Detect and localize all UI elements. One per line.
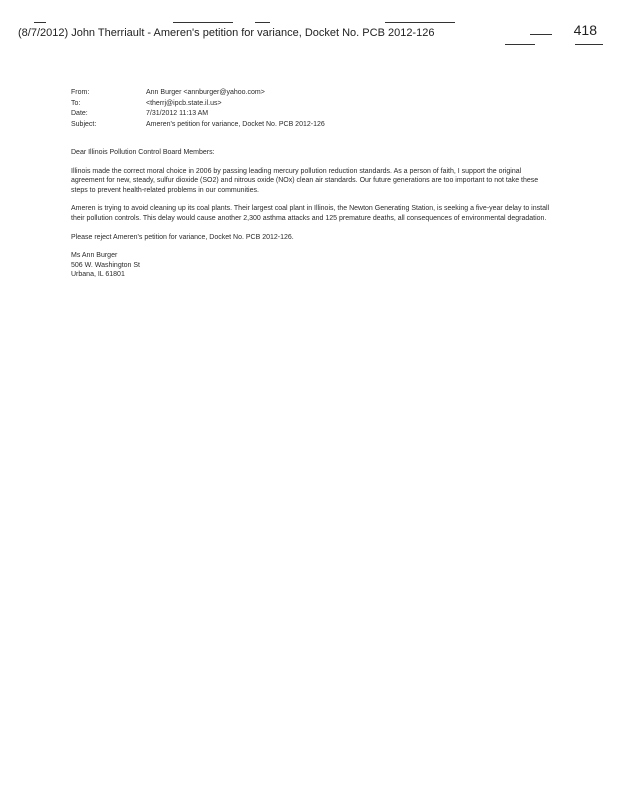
salutation: Dear Illinois Pollution Control Board Members: bbox=[71, 149, 215, 156]
header-rule-mid-2 bbox=[255, 22, 270, 23]
header-underline-1 bbox=[505, 44, 535, 45]
header-rule-left bbox=[34, 22, 46, 23]
signature-city: Urbana, IL 61801 bbox=[71, 271, 125, 279]
to-label: To: bbox=[71, 99, 81, 107]
subject-value: Ameren's petition for variance, Docket No. PCB 2012-126 bbox=[146, 120, 325, 128]
letter-body bbox=[71, 148, 551, 280]
subject-label: Subject: bbox=[71, 120, 97, 128]
paragraph-1: Illinois made the correct moral choice in 2006 by passing leading mercury pollution reduction standards. As a person of faith, I support the original agreement for new, steady, sulfur dioxide (SO2) and nitrous oxide (NOx) clean air standards. Our future generations are too important to not take these steps to prevent health-related problems in our communities. bbox=[71, 167, 539, 194]
signature-name: Ms Ann Burger bbox=[71, 252, 118, 260]
paragraph-3: Please reject Ameren's petition for variance, Docket No. PCB 2012-126. bbox=[71, 233, 294, 241]
page-number: 418 bbox=[573, 22, 597, 38]
from-label: From: bbox=[71, 89, 90, 96]
email-metadata bbox=[71, 88, 325, 130]
signature-block bbox=[71, 251, 551, 280]
date-value: 7/31/2012 11:13 AM bbox=[146, 110, 209, 117]
from-row bbox=[71, 88, 325, 99]
to-row bbox=[71, 99, 325, 110]
header-rule-mid-1 bbox=[173, 22, 233, 23]
date-row bbox=[71, 109, 325, 120]
header-rule-mid-3 bbox=[385, 22, 455, 23]
paragraph-2: Ameren is trying to avoid cleaning up its coal plants. Their largest coal plant in Illinois, the Newton Generating Station, is seeking a five-year delay to install their pollution controls. This delay would cause another 2,300 asthma attacks and 125 premature deaths, all consequences of environmental degradation. bbox=[71, 205, 550, 222]
signature-street: 506 W. Washington St bbox=[71, 261, 140, 269]
from-value: Ann Burger <annburger@yahoo.com> bbox=[146, 89, 265, 96]
date-label: Date: bbox=[71, 110, 88, 117]
header-rule-right bbox=[530, 34, 552, 35]
subject-row bbox=[71, 120, 325, 131]
to-value: <therrj@ipcb.state.il.us> bbox=[146, 99, 222, 107]
header-underline-2 bbox=[575, 44, 603, 45]
page-header-title: (8/7/2012) John Therriault - Ameren's petition for variance, Docket No. PCB 2012-126 bbox=[18, 27, 435, 39]
